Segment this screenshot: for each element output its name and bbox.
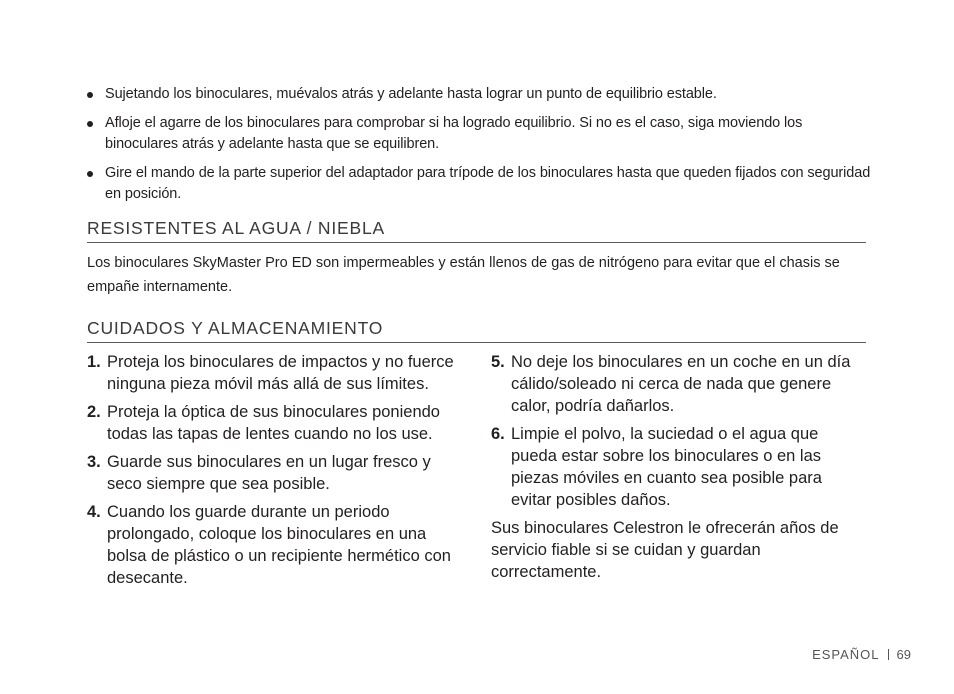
item-number: 6. — [491, 425, 505, 443]
section-heading-water: RESISTENTES AL AGUA / NIEBLA — [87, 218, 866, 243]
item-text: Cuando los guarde durante un periodo prolongado, coloque los binoculares en una bolsa de plástico o un recipiente hermético con desecante. — [107, 503, 451, 587]
bullet-icon — [87, 121, 93, 127]
list-item — [87, 401, 467, 445]
list-item — [87, 163, 877, 205]
item-number: 4. — [87, 503, 101, 521]
item-number: 3. — [87, 453, 101, 471]
item-number: 1. — [87, 353, 101, 371]
list-item — [491, 423, 861, 511]
section-heading-care: CUIDADOS Y ALMACENAMIENTO — [87, 318, 866, 343]
list-item — [87, 84, 877, 105]
item-text: Guarde sus binoculares en un lugar fresco y seco siempre que sea posible. — [107, 453, 431, 493]
item-text: Limpie el polvo, la suciedad o el agua que pueda estar sobre los binoculares o en las piezas móviles en cuanto sea posible para evitar posibles daños. — [511, 425, 822, 509]
care-column-left — [87, 351, 467, 595]
page-number: 69 — [896, 647, 911, 662]
list-item — [87, 113, 877, 155]
water-paragraph: Los binoculares SkyMaster Pro ED son impermeables y están llenos de gas de nitrógeno para evitar que el chasis se empañe internamente. — [87, 255, 840, 295]
bullet-icon — [87, 92, 93, 98]
item-text: Proteja los binoculares de impactos y no fuerce ninguna pieza móvil más allá de sus límites. — [107, 353, 454, 393]
bullet-text: Afloje el agarre de los binoculares para comprobar si ha logrado equilibrio. Si no es el caso, siga moviendo los binoculares atrás y adelante hasta que se equilibren. — [105, 115, 803, 152]
footer-language: ESPAÑOL — [812, 647, 880, 662]
bullet-icon — [87, 171, 93, 177]
item-text: Proteja la óptica de sus binoculares poniendo todas las tapas de lentes cuando no los use. — [107, 403, 440, 443]
list-item — [87, 501, 467, 589]
item-text: No deje los binoculares en un coche en un día cálido/soleado ni cerca de nada que genere calor, podría dañarlos. — [511, 353, 851, 415]
closing-paragraph: Sus binoculares Celestron le ofrecerán años de servicio fiable si se cuidan y guardan correctamente. — [491, 519, 839, 581]
item-number: 2. — [87, 403, 101, 421]
footer-divider — [888, 649, 889, 660]
bullet-text: Gire el mando de la parte superior del adaptador para trípode de los binoculares hasta que queden fijados con seguridad en posición. — [105, 165, 871, 202]
list-item — [491, 351, 861, 417]
list-item — [87, 451, 467, 495]
bullet-list — [87, 84, 877, 213]
item-number: 5. — [491, 353, 505, 371]
list-item — [87, 351, 467, 395]
page-footer — [812, 647, 911, 662]
care-column-right — [491, 351, 861, 583]
bullet-text: Sujetando los binoculares, muévalos atrás y adelante hasta lograr un punto de equilibrio estable. — [105, 86, 717, 102]
